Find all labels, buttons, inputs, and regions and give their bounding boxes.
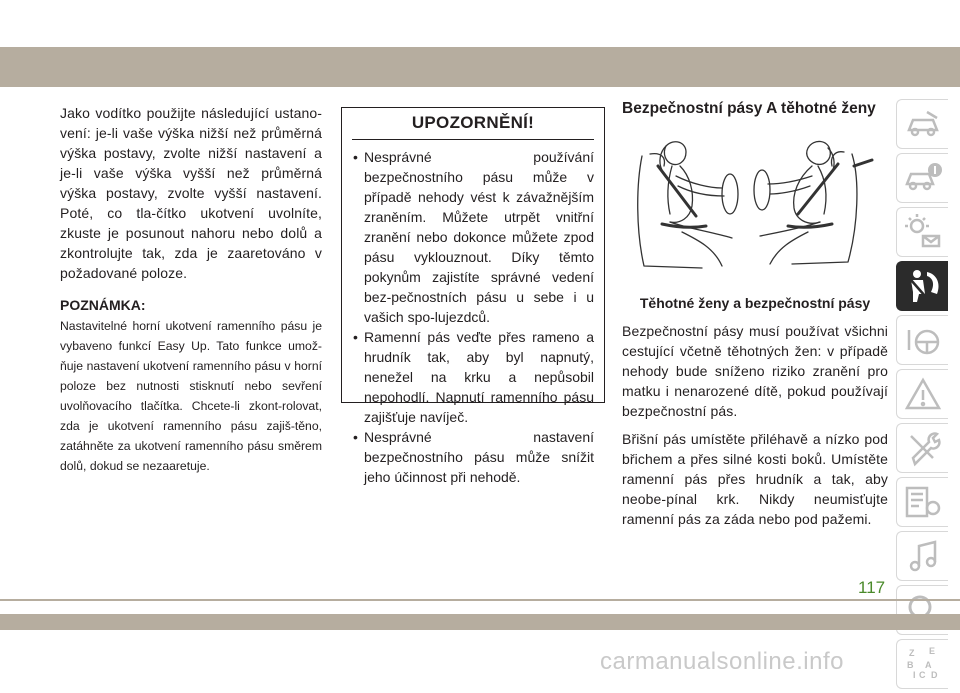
pregnant-paragraph-1: Bezpečnostní pásy musí používat všichni cestující včetně těhotných žen: v případě nehody bude sníženo riziko zranění pro matku i nenarozené dítě, pokud používají bezpečnostní pás. <box>622 323 888 419</box>
tab-in-case-of-emergency[interactable] <box>896 369 948 419</box>
tab-safety[interactable] <box>896 261 948 311</box>
warning-item: • Nesprávné nastavení bezpečnostního pásu může snížit jeho účinnost při nehodě. <box>354 427 594 487</box>
warning-title: UPOZORNĚNÍ! <box>411 113 535 132</box>
tab-servicing-maintenance[interactable] <box>896 423 948 473</box>
roadside-hazard-icon <box>903 374 943 414</box>
figure-caption: Těhotné ženy a bezpečnostní pásy <box>639 295 871 311</box>
tab-index[interactable] <box>896 639 948 689</box>
svg-text:A: A <box>924 660 931 670</box>
tab-multimedia[interactable] <box>896 531 948 581</box>
svg-text:B: B <box>906 660 913 670</box>
tab-getting-to-know-vehicle[interactable] <box>896 99 948 149</box>
tab-warning-lights[interactable] <box>896 207 948 257</box>
warning-item: • Nesprávné používání bezpečnostního pásu může v případě nehody vést k závažnějším zraněním. Můžete utrpět vnitřní zranění nebo dokonce můžete zpod pásu vyklouznout. Díky těmto pokynům zajistíte správné vedení bez-pečnostních pásu u sebe i u vašich spo-lujezdců. <box>354 147 594 327</box>
chapter-tabs <box>896 99 948 693</box>
car-dashboard-icon <box>903 104 943 144</box>
svg-text:Z: Z <box>908 648 914 658</box>
specifications-gear-icon <box>903 482 943 522</box>
warning-lights-icon <box>903 212 943 252</box>
right-column <box>622 100 888 529</box>
note-text: Nastavitelné horní ukotvení ramenního pásu je vybaveno funkcí Easy Up. Tato funkce umož-ňuje nastavení ukotvení ramenního pásu v horní poloze bez nutnosti stisknutí nebo sevření uvolňovacího tlačítka. Chcete-li zkont-rolovat, zda je ukotvení ramenního pásu zajiš-těno, zatáhněte za ukotvení ramenního pásu směrem dolů, dokud se nezaaretuje. <box>60 319 322 473</box>
footer-rule <box>0 599 960 601</box>
warning-box <box>341 107 605 485</box>
warning-list <box>342 147 604 487</box>
alphabetical-index-icon <box>903 644 943 684</box>
note-title: POZNÁMKA: <box>60 297 146 313</box>
svg-text:C: C <box>918 670 925 680</box>
warning-item: • Ramenní pás veďte přes rameno a hrudník tak, aby byl napnutý, nenežel na krku a nepůsobil nepohodlí. Napnutí ramenního pásu zajišťuje navíječ. <box>354 327 594 427</box>
seatbelt-airbag-icon <box>903 266 943 306</box>
pregnant-paragraph-2: Břišní pás umístěte přiléhavě a nízko pod břichem a přes silné kosti boků. Umístěte ramenní pás přes hrudník a tak, aby neobe-pínal krk. Nikdy neumisťujte ramenní pás za záda nebo pod pažemi. <box>622 431 888 527</box>
tab-starting-operating[interactable] <box>896 315 948 365</box>
section-heading: Bezpečnostní pásy A těhotné ženy <box>622 100 876 117</box>
intro-paragraph: Jako vodítko použijte následující ustano-vení: je-li vaše výška nižší než průměrná výška postavy, zvolte nižší nastavení a je-li vaše výška vyšší než průměrná výška postavy, zvolte vyšší nastavení. Poté, co tla-čítko ukotvení uvolníte, zkuste je posunout nahoru nebo dolů a zkontrolujte tak, zda je zaaretováno v požadované poloze. <box>60 105 322 281</box>
tab-technical-specifications[interactable] <box>896 477 948 527</box>
svg-text:E: E <box>928 646 935 656</box>
warning-divider <box>352 139 594 140</box>
header-band <box>0 47 960 87</box>
multimedia-icon <box>903 536 943 576</box>
page-number: 117 <box>858 578 886 597</box>
car-info-icon <box>903 158 943 198</box>
steering-wheel-icon <box>903 320 943 360</box>
left-column <box>60 103 322 476</box>
svg-text:D: D <box>930 670 937 680</box>
pregnant-seatbelt-illustration <box>622 136 888 286</box>
footer-band <box>0 614 960 630</box>
watermark: carmanualsonline.info <box>600 648 844 675</box>
tab-vehicle-info[interactable] <box>896 153 948 203</box>
wrench-service-icon <box>903 428 943 468</box>
svg-text:I: I <box>912 670 916 680</box>
